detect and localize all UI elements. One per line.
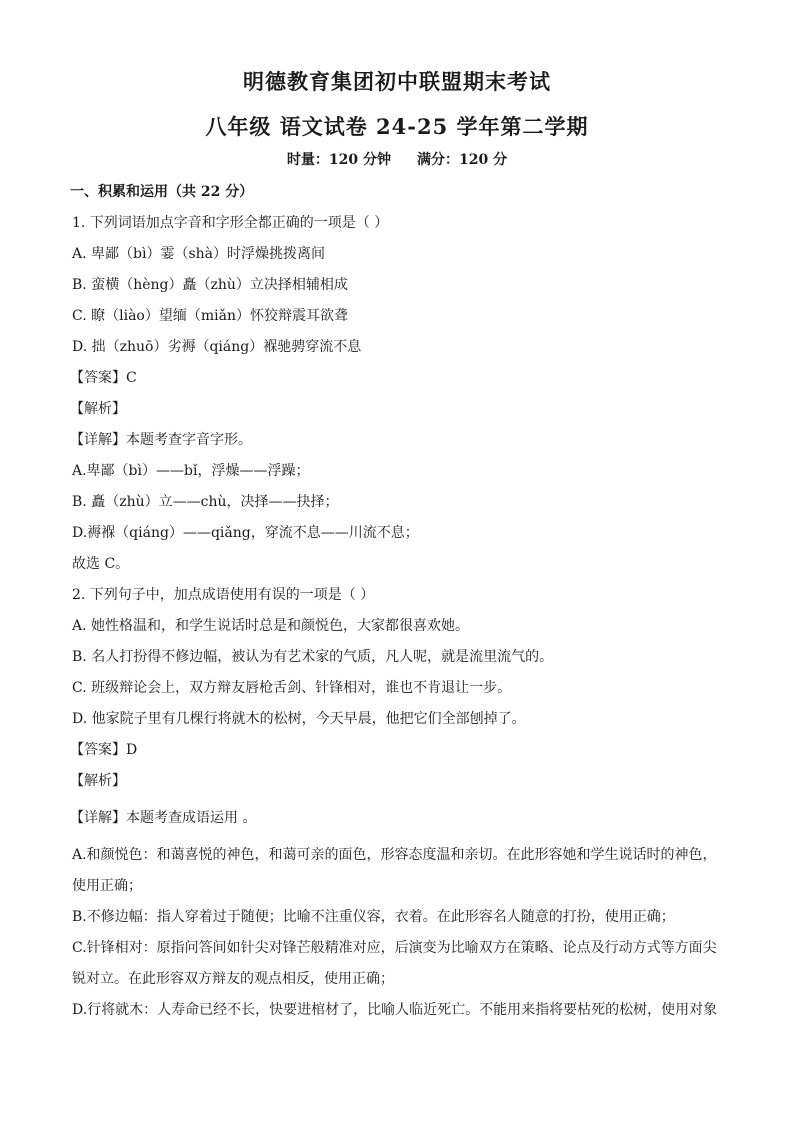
question-1-option-d: D. 拙（zhuō）劣褥（qiáng）褓驰骋穿流不息 — [72, 339, 362, 355]
exam-meta — [0, 149, 794, 169]
exam-title: 明德教育集团初中联盟期末考试 — [243, 69, 551, 94]
question-1-detail-label: 【详解】本题考查字音字形。 — [70, 432, 252, 448]
section-heading: 一、积累和运用（共 22 分） — [70, 184, 254, 200]
question-2-analysis-label: 【解析】 — [70, 773, 126, 789]
question-2-stem: 2. 下列句子中，加点成语使用有误的一项是（ ） — [72, 587, 375, 603]
question-1-analysis-label: 【解析】 — [70, 401, 126, 417]
question-2-option-c: C. 班级辩论会上，双方辩友唇枪舌剑、针锋相对，谁也不肯退让一步。 — [72, 680, 512, 696]
question-1-detail-d: D.褥褓（qiáng）——qiǎng，穿流不息——川流不息； — [72, 525, 419, 541]
question-1-answer: 【答案】C — [70, 370, 137, 386]
question-2-option-b: B. 名人打扮得不修边幅，被认为有艺术家的气质，凡人呢，就是流里流气的。 — [72, 649, 554, 665]
question-2-option-d: D. 他家院子里有几棵行将就木的松树，今天早晨，他把它们全部刨掉了。 — [72, 711, 526, 727]
question-2-explanation-d: D.行将就木：人寿命已经不长，快要进棺材了，比喻人临近死亡。不能用来指将要枯死的松树，使用对象 — [72, 1002, 718, 1018]
question-2-option-a: A. 她性格温和，和学生说话时总是和颜悦色，大家都很喜欢她。 — [72, 618, 470, 634]
question-1-conclusion: 故选 C。 — [72, 556, 130, 572]
question-1-option-a: A. 卑鄙（bì）霎（shà）时浮燥挑拨离间 — [72, 246, 325, 262]
question-2-explanation-c: C.针锋相对：原指问答间如针尖对锋芒般精准对应，后演变为比喻双方在策略、论点及行动方式等方面尖锐对立。在此形容双方辩友的观点相反，使用正确； — [72, 940, 717, 987]
question-1-stem: 1. 下列词语加点字音和字形全都正确的一项是（ ） — [72, 215, 389, 231]
full-score: 满分：120 分 — [417, 152, 508, 168]
question-2-explanation-a: A.和颜悦色：和蔼喜悦的神色，和蔼可亲的面色，形容态度温和亲切。在此形容她和学生说话时的神色，使用正确； — [72, 847, 717, 894]
question-1-option-b: B. 蛮横（hèng）矗（zhù）立决择相辅相成 — [72, 277, 348, 293]
question-2-explanation-b: B.不修边幅：指人穿着过于随便；比喻不注重仪容，衣着。在此形容名人随意的打扮，使用正确； — [72, 909, 675, 925]
question-1-detail-b: B. 矗（zhù）立——chù，决择——抉择； — [72, 494, 339, 510]
question-2-answer: 【答案】D — [70, 742, 138, 758]
question-1-detail-a: A.卑鄙（bì）——bǐ，浮燥——浮躁； — [72, 463, 310, 479]
time-limit: 时量：120 分钟 — [286, 152, 391, 168]
exam-subtitle: 八年级 语文试卷 24-25 学年第二学期 — [205, 114, 589, 139]
question-1-option-c: C. 瞭（liào）望缅（miǎn）怀狡辩震耳欲聋 — [72, 308, 348, 324]
question-2-detail-label: 【详解】本题考查成语运用 。 — [70, 810, 257, 826]
